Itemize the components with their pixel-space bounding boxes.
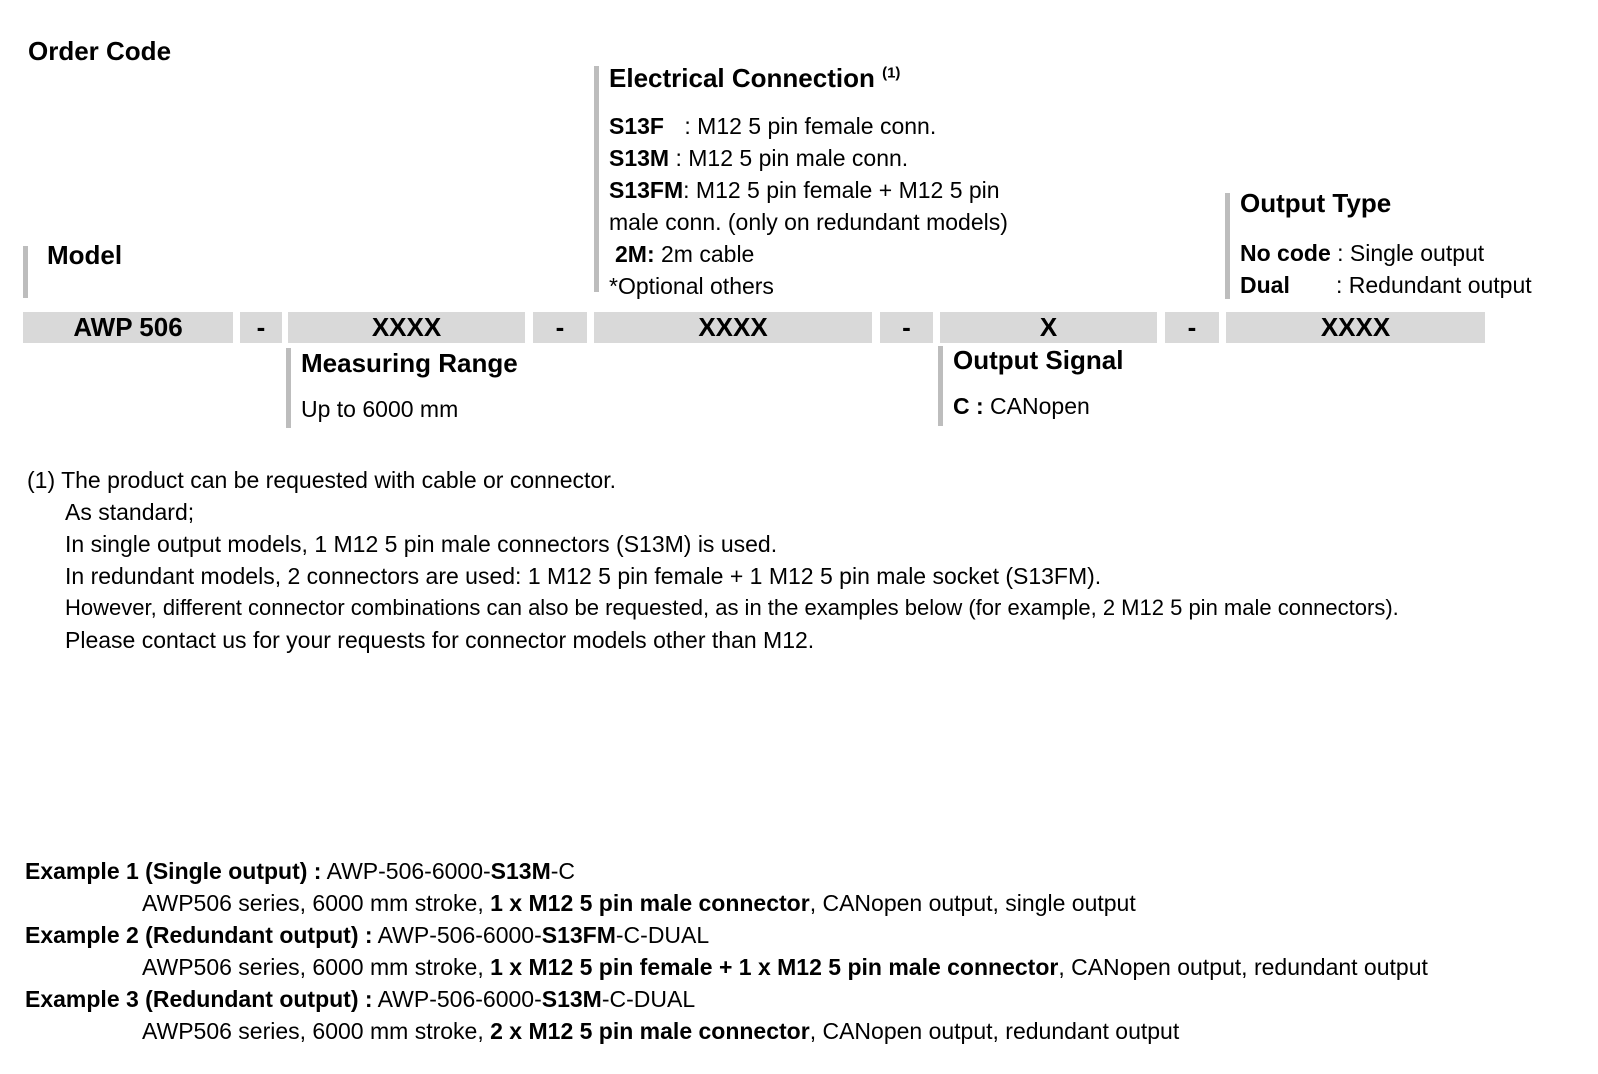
note-line-5: However, different connector combinations can also be requested, as in the examples below (for example, 2 M12 5 pin male connectors). (65, 595, 1399, 620)
code-sep-3: - (880, 312, 933, 343)
model-bar (23, 246, 28, 298)
output-type-title: Output Type (1240, 188, 1392, 218)
model-label: Model (47, 240, 123, 270)
electrical-cable: 2M: 2m cable (615, 241, 755, 267)
output-type-nocode: No code : Single output (1240, 240, 1485, 266)
electrical-s13m: S13M : M12 5 pin male conn. (609, 145, 909, 171)
example-1: Example 1 (Single output) : AWP-506-6000-S13M-C (25, 858, 576, 884)
measuring-section (301, 348, 518, 425)
code-model: AWP 506 (23, 312, 233, 343)
note-line-2: As standard; (65, 499, 195, 525)
code-output: XXXX (1226, 312, 1485, 343)
example-3-desc: AWP506 series, 6000 mm stroke, 2 x M12 5 pin male connector, CANopen output, redundant output (142, 1018, 1180, 1044)
measuring-bar (286, 348, 291, 428)
output-type-section (1240, 188, 1532, 301)
signal-title: Output Signal (953, 345, 1124, 375)
measuring-title: Measuring Range (301, 348, 518, 378)
note-line-6: Please contact us for your requests for connector models other than M12. (65, 627, 815, 653)
code-signal: X (940, 312, 1157, 343)
note-line-1: (1) The product can be requested with cable or connector. (27, 467, 616, 493)
example-3: Example 3 (Redundant output) : AWP-506-6000-S13M-C-DUAL (25, 986, 696, 1012)
example-2: Example 2 (Redundant output) : AWP-506-6000-S13FM-C-DUAL (25, 922, 710, 948)
electrical-s13f: S13F : M12 5 pin female conn. (609, 113, 937, 139)
examples-section (25, 855, 1428, 1047)
electrical-others: *Optional others (609, 273, 774, 299)
example-1-desc: AWP506 series, 6000 mm stroke, 1 x M12 5 pin male connector, CANopen output, single output (142, 890, 1136, 916)
code-sep-1: - (240, 312, 282, 343)
electrical-s13fm: S13FM: M12 5 pin female + M12 5 pin (609, 177, 1000, 203)
footnote-section (27, 464, 1399, 656)
electrical-s13fm-cont: male conn. (only on redundant models) (609, 209, 1008, 235)
signal-section (953, 345, 1123, 422)
measuring-value: Up to 6000 mm (301, 396, 459, 422)
note-line-4: In redundant models, 2 connectors are used: 1 M12 5 pin female + 1 M12 5 pin male socket (S13FM). (65, 563, 1102, 589)
electrical-bar (594, 66, 599, 292)
code-connection: XXXX (594, 312, 872, 343)
electrical-title: Electrical Connection $^{(1)}$ (609, 63, 901, 93)
electrical-section (609, 63, 1008, 302)
code-range: XXXX (288, 312, 525, 343)
example-2-desc: AWP506 series, 6000 mm stroke, 1 x M12 5 pin female + 1 x M12 5 pin male connector, CANopen output, redundant output (142, 954, 1428, 980)
note-line-3: In single output models, 1 M12 5 pin male connectors (S13M) is used. (65, 531, 778, 557)
code-sep-2: - (533, 312, 587, 343)
signal-value: C : CANopen (953, 393, 1090, 419)
output-type-dual: Dual : Redundant output (1240, 272, 1532, 298)
output-type-bar (1225, 193, 1230, 299)
code-sep-4: - (1165, 312, 1219, 343)
page-title: Order Code (28, 36, 172, 66)
footnote-mark: (1) (882, 64, 901, 82)
signal-bar (938, 346, 943, 426)
